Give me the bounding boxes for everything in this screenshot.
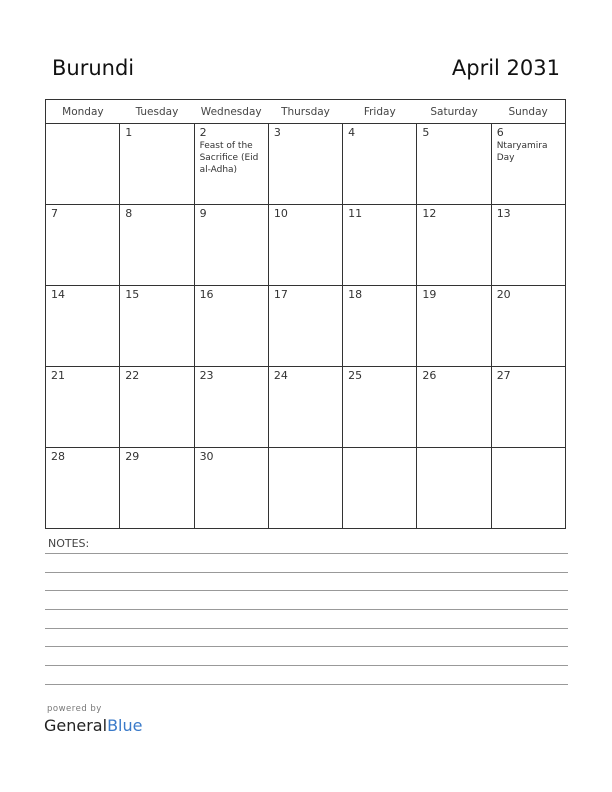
day-cell xyxy=(491,448,565,529)
day-number: 25 xyxy=(348,369,363,382)
day-number: 3 xyxy=(273,126,281,139)
brand-blue: Blue xyxy=(107,716,143,735)
note-line xyxy=(45,553,568,554)
day-cell xyxy=(46,205,120,286)
note-line xyxy=(45,684,568,685)
day-number: 18 xyxy=(348,288,363,301)
day-number: 7 xyxy=(51,207,58,220)
day-number: 12 xyxy=(422,207,437,220)
day-cell xyxy=(46,367,120,448)
day-number: 26 xyxy=(422,369,437,382)
note-line xyxy=(45,628,568,629)
day-number: 2 xyxy=(199,126,207,139)
day-cell xyxy=(268,205,342,286)
day-number: 4 xyxy=(348,126,356,139)
country-title: Burundi xyxy=(52,56,135,80)
day-number: 11 xyxy=(348,207,363,220)
day-number: 1 xyxy=(125,126,133,139)
day-cell xyxy=(120,286,194,367)
day-number: 29 xyxy=(125,450,140,463)
week-row xyxy=(46,286,566,367)
weekday-header-row xyxy=(46,100,566,124)
brand-general: General xyxy=(44,716,108,735)
day-cell xyxy=(194,448,268,529)
day-cell xyxy=(343,124,417,205)
note-line xyxy=(45,572,568,573)
powered-by-text: powered by xyxy=(47,704,102,714)
day-cell xyxy=(268,124,342,205)
day-number: 30 xyxy=(199,450,214,463)
day-number: 9 xyxy=(199,207,207,220)
week-row xyxy=(46,124,566,205)
day-cell xyxy=(268,286,342,367)
holiday-label: Feast of the Sacrifice (Eid al-Adha) xyxy=(199,141,259,175)
day-number: 6 xyxy=(496,126,504,139)
day-number: 10 xyxy=(273,207,288,220)
weekday-header: Wednesday xyxy=(194,100,268,124)
day-number: 23 xyxy=(199,369,214,382)
day-cell xyxy=(120,124,194,205)
day-number: 20 xyxy=(496,288,511,301)
day-cell xyxy=(268,367,342,448)
day-number: 27 xyxy=(496,369,511,382)
note-line xyxy=(45,590,568,591)
notes-label: NOTES: xyxy=(48,537,90,550)
day-number: 28 xyxy=(51,450,65,463)
week-row xyxy=(46,205,566,286)
day-cell xyxy=(120,448,194,529)
month-title: April 2031 xyxy=(451,56,560,80)
day-cell xyxy=(491,205,565,286)
week-row xyxy=(46,367,566,448)
calendar-grid xyxy=(45,99,566,529)
day-number: 22 xyxy=(125,369,140,382)
week-row xyxy=(46,448,566,529)
day-number: 24 xyxy=(273,369,288,382)
day-cell xyxy=(343,367,417,448)
weekday-header: Monday xyxy=(46,100,120,124)
day-number: 13 xyxy=(496,207,511,220)
day-cell xyxy=(46,448,120,529)
day-cell xyxy=(417,367,491,448)
day-number: 15 xyxy=(125,288,140,301)
note-line xyxy=(45,665,568,666)
generalblue-logo xyxy=(44,716,142,735)
weekday-header: Saturday xyxy=(417,100,491,124)
day-cell xyxy=(46,286,120,367)
weekday-header: Sunday xyxy=(491,100,565,124)
note-line xyxy=(45,609,568,610)
day-cell xyxy=(417,205,491,286)
day-cell xyxy=(343,205,417,286)
day-cell xyxy=(417,448,491,529)
day-cell xyxy=(194,205,268,286)
holiday-label: Ntaryamira Day xyxy=(496,141,548,163)
day-cell xyxy=(268,448,342,529)
day-number: 21 xyxy=(51,369,65,382)
weekday-header: Thursday xyxy=(268,100,342,124)
day-cell xyxy=(417,286,491,367)
day-cell xyxy=(46,124,120,205)
day-cell xyxy=(194,367,268,448)
day-number: 16 xyxy=(199,288,214,301)
day-number: 8 xyxy=(125,207,133,220)
day-number: 5 xyxy=(422,126,430,139)
day-cell xyxy=(491,367,565,448)
day-number: 19 xyxy=(422,288,437,301)
day-cell xyxy=(491,286,565,367)
day-cell xyxy=(120,205,194,286)
day-number: 14 xyxy=(51,288,65,301)
note-line xyxy=(45,646,568,647)
day-cell xyxy=(194,124,268,205)
day-cell xyxy=(194,286,268,367)
day-cell xyxy=(343,286,417,367)
day-cell xyxy=(343,448,417,529)
day-cell xyxy=(417,124,491,205)
weekday-header: Tuesday xyxy=(120,100,194,124)
weekday-header: Friday xyxy=(343,100,417,124)
day-cell xyxy=(491,124,565,205)
day-number: 17 xyxy=(273,288,288,301)
day-cell xyxy=(120,367,194,448)
